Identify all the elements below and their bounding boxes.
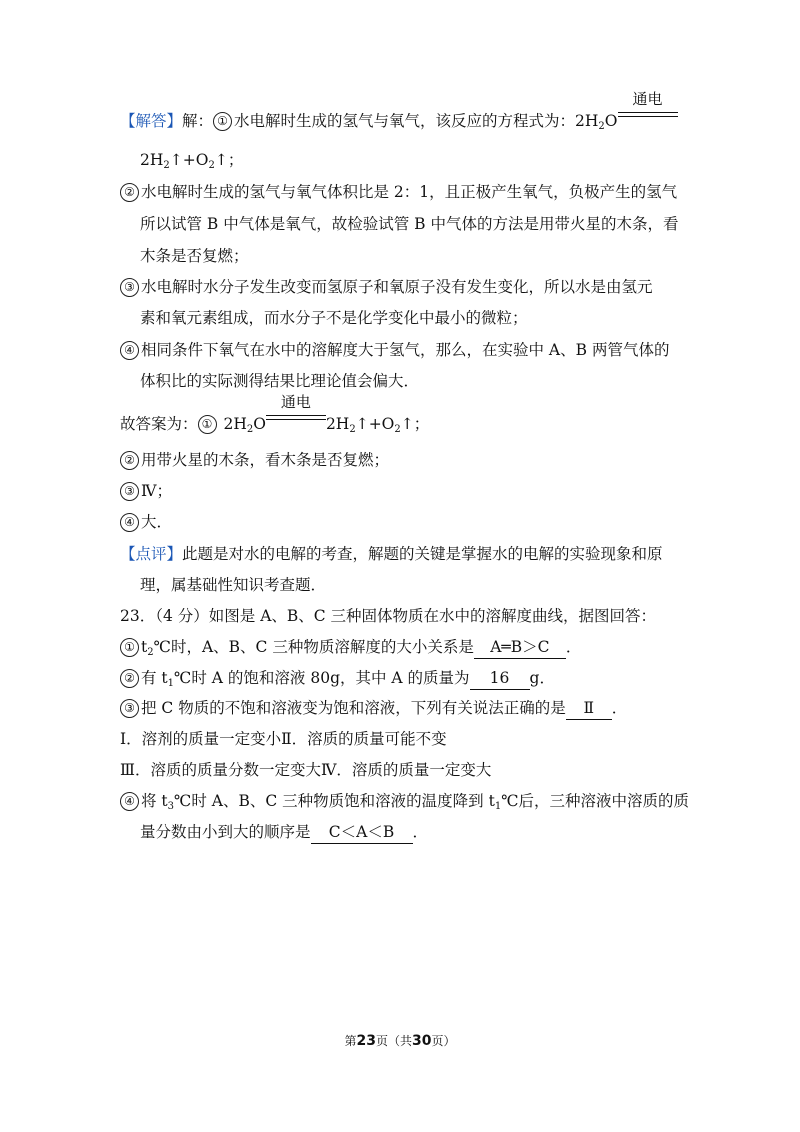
answer-point-2-line-1 <box>120 181 677 203</box>
final-eq-h2o: 2H <box>223 415 247 433</box>
q23-s2-text: ℃时 A 的饱和溶液 80g，其中 A 的质量为 <box>174 669 470 687</box>
q23-s4-text-2: ℃后，三种溶液中溶质的质 <box>501 792 690 810</box>
comment-line-2 <box>140 574 326 596</box>
final-eq-o: O <box>253 415 266 433</box>
q23-s4-text-3: 量分数由小到大的顺序是 <box>140 823 311 841</box>
circled-number-2: ② <box>120 451 139 470</box>
reaction-condition-label: 通电 <box>280 393 311 411</box>
q23-s2-end: g． <box>529 669 555 687</box>
final-answer-label: 故答案为： <box>120 415 198 433</box>
final-answer-2-text: 用带火星的木条，看木条是否复燃； <box>141 451 390 469</box>
question-23-stem <box>120 605 656 627</box>
question-23-sub-4-line-1 <box>120 790 689 818</box>
comment-tag: 【点评】 <box>120 545 183 563</box>
circled-number-3: ③ <box>120 482 139 501</box>
subscript: 2 <box>246 424 254 435</box>
final-answer-4 <box>120 511 172 533</box>
final-answer-4-text: 大． <box>141 513 173 531</box>
q23-s4-end: ． <box>412 823 429 841</box>
total-pages: 30 <box>412 1033 432 1049</box>
answer-p1-text: 水电解时生成的氢气与氧气，该反应的方程式为：2H <box>234 112 599 130</box>
final-eq-h2: 2H <box>325 415 350 433</box>
question-23-options-2 <box>120 759 491 781</box>
question-23-text: 23．（4 分）如图是 A、B、C 三种固体物质在水中的溶解度曲线，据图回答： <box>120 607 657 625</box>
answer-p2-text-2: 所以试管 B 中气体是氧气，故检验试管 B 中气体的方法是用带火星的木条，看 <box>140 215 679 233</box>
subscript: 2 <box>163 160 170 171</box>
subscript: 2 <box>349 424 356 435</box>
equation-h2: 2H <box>140 151 164 169</box>
page-footer <box>0 1032 800 1049</box>
equation-o2: ↑+O <box>169 151 209 169</box>
final-eq-o2: ↑+O <box>355 415 395 433</box>
comment-text-1: 此题是对水的电解的考查，解题的关键是掌握水的电解的实验现象和原 <box>182 545 663 563</box>
question-23-options-1 <box>120 728 447 750</box>
comment-text-2: 理，属基础性知识考查题． <box>140 576 327 594</box>
answer-point-3-line-1 <box>120 276 653 298</box>
question-23-sub-3 <box>120 697 627 720</box>
final-answer-3 <box>120 480 172 502</box>
q23-s3-end: ． <box>611 699 628 717</box>
reaction-condition <box>618 90 678 122</box>
q23-s1-text: ℃时，A、B、C 三种物质溶解度的大小关系是 <box>153 638 474 656</box>
q23-s2-answer: 16 <box>470 667 530 690</box>
subscript: 1 <box>494 801 502 812</box>
final-answer-3-text: Ⅳ； <box>141 482 172 500</box>
footer-mid: 页（共 <box>375 1034 412 1048</box>
page-number: 23 <box>356 1033 376 1049</box>
circled-number-1: ① <box>213 112 232 131</box>
answer-point-4-line-1 <box>120 339 669 361</box>
circled-number-2: ② <box>120 183 139 202</box>
q23-options-text-1: Ⅰ．溶剂的质量一定变小Ⅱ．溶质的质量可能不变 <box>120 730 447 748</box>
answer-p3-text-1: 水电解时水分子发生改变而氢原子和氧原子没有发生变化，所以水是由氢元 <box>141 278 653 296</box>
answer-line-1 <box>120 90 678 138</box>
subscript: 1 <box>167 678 175 689</box>
final-eq-end: ↑； <box>400 415 430 433</box>
q23-s4-t3: 将 t <box>141 792 168 810</box>
circled-number-3: ③ <box>120 278 139 297</box>
subscript: 2 <box>208 160 215 171</box>
circled-number-4: ④ <box>120 341 139 360</box>
q23-s2-t: 有 t <box>141 669 168 687</box>
answer-point-2-line-3 <box>140 245 249 267</box>
q23-s4-answer: C＜A＜B <box>311 821 413 844</box>
question-23-sub-4-line-2 <box>140 821 428 844</box>
answer-point-4-line-2 <box>140 370 419 392</box>
subscript: 3 <box>167 801 175 812</box>
q23-options-text-2: Ⅲ．溶质的质量分数一定变大Ⅳ．溶质的质量一定变大 <box>120 761 492 779</box>
final-answer-1 <box>120 393 430 441</box>
q23-s1-answer: A═B＞C <box>474 636 566 659</box>
circled-number-2: ② <box>120 669 139 688</box>
equation-end: ↑； <box>214 151 244 169</box>
question-23-sub-1 <box>120 636 581 664</box>
subscript: 2 <box>394 424 401 435</box>
q23-s3-text: 把 C 物质的不饱和溶液变为饱和溶液，下列有关说法正确的是 <box>141 699 566 717</box>
question-23-sub-2 <box>120 667 555 695</box>
q23-s3-answer: Ⅱ <box>566 697 612 720</box>
reaction-condition-label: 通电 <box>632 90 663 108</box>
answer-p1-o: O <box>604 112 618 130</box>
reaction-condition <box>266 393 326 425</box>
answer-point-3-line-2 <box>140 307 528 329</box>
circled-number-1: ① <box>120 638 139 657</box>
footer-pre: 第 <box>344 1034 357 1048</box>
comment-line-1 <box>120 543 663 565</box>
q23-s1-end: ． <box>565 638 582 656</box>
circled-number-4: ④ <box>120 792 139 811</box>
answer-tag: 【解答】 <box>120 112 183 130</box>
answer-p4-text-2: 体积比的实际测得结果比理论值会偏大． <box>140 372 420 390</box>
subscript: 2 <box>147 647 154 658</box>
q23-s4-text-1: ℃时 A、B、C 三种物质饱和溶液的温度降到 t <box>174 792 495 810</box>
answer-p2-text-1: 水电解时生成的氢气与氧气体积比是 2：1，且正极产生氧气，负极产生的氢气 <box>141 183 678 201</box>
final-answer-2 <box>120 449 389 471</box>
answer-point-2-line-2 <box>140 213 679 235</box>
answer-intro: 解： <box>182 112 214 130</box>
footer-post: 页） <box>431 1034 456 1048</box>
answer-p3-text-2: 素和氧元素组成，而水分子不是化学变化中最小的微粒； <box>140 309 528 327</box>
subscript: 2 <box>598 121 605 132</box>
circled-number-4: ④ <box>120 513 139 532</box>
answer-line-1b <box>140 149 243 177</box>
answer-p2-text-3: 木条是否复燃； <box>140 247 249 265</box>
q23-s1-t: t <box>141 638 148 656</box>
circled-number-3: ③ <box>120 699 139 718</box>
answer-p4-text-1: 相同条件下氧气在水中的溶解度大于氢气，那么，在实验中 A、B 两管气体的 <box>141 341 670 359</box>
circled-number-1: ① <box>198 415 217 434</box>
